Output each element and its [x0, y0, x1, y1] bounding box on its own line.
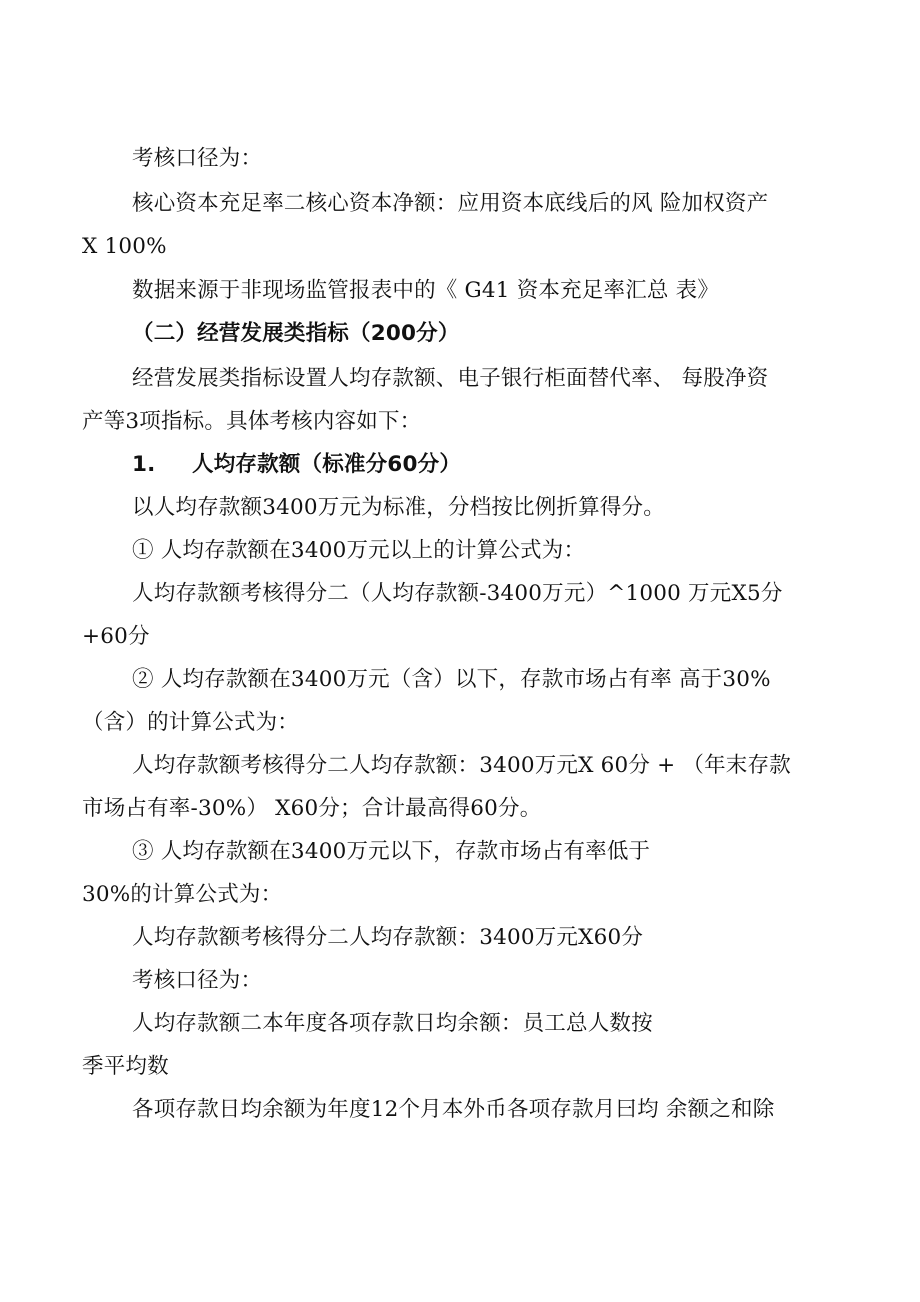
- text-line: 考核口径为：: [132, 146, 263, 171]
- heading-title: 人均存款额（标准分60分）: [192, 452, 462, 477]
- text-line: X 100%: [82, 234, 167, 259]
- text-line: 季平均数: [82, 1054, 169, 1079]
- formula-line: 人均存款额考核得分二人均存款额：3400万元X 60分 + （年末存款: [132, 753, 791, 778]
- text-line: ③ 人均存款额在3400万元以下，存款市场占有率低于: [132, 839, 651, 864]
- text-line: 人均存款额二本年度各项存款日均余额：员工总人数按: [132, 1011, 653, 1036]
- formula-line: +60分: [82, 624, 150, 649]
- formula-line: 人均存款额考核得分二（人均存款额-3400万元）^1000 万元X5分: [132, 581, 783, 606]
- heading-number: 1.: [132, 452, 156, 477]
- subsection-heading: [132, 454, 461, 476]
- text-line: 数据来源于非现场监管报表中的《 G41 资本充足率汇总 表》: [132, 278, 720, 303]
- text-line: 核心资本充足率二核心资本净额：应用资本底线后的风 险加权资产: [132, 191, 769, 216]
- text-line: 30%的计算公式为：: [82, 882, 283, 907]
- text-line: 各项存款日均余额为年度12个月本外币各项存款月曰均 余额之和除: [132, 1097, 775, 1122]
- formula-line: 人均存款额考核得分二人均存款额：3400万元X60分: [132, 925, 644, 950]
- text-line: （含）的计算公式为：: [82, 710, 300, 735]
- text-line: 产等3项指标。具体考核内容如下：: [82, 409, 422, 434]
- text-line: 考核口径为：: [132, 968, 263, 993]
- text-line: 以人均存款额3400万元为标准，分档按比例折算得分。: [132, 495, 665, 520]
- formula-line: 市场占有率-30%） X60分；合计最高得60分。: [82, 796, 542, 821]
- section-heading: （二）经营发展类指标（200分）: [132, 321, 460, 346]
- text-line: ① 人均存款额在3400万元以上的计算公式为：: [132, 538, 586, 563]
- text-line: 经营发展类指标设置人均存款额、电子银行柜面替代率、 每股净资: [132, 366, 769, 391]
- text-line: ② 人均存款额在3400万元（含）以下，存款市场占有率 高于30%: [132, 667, 771, 692]
